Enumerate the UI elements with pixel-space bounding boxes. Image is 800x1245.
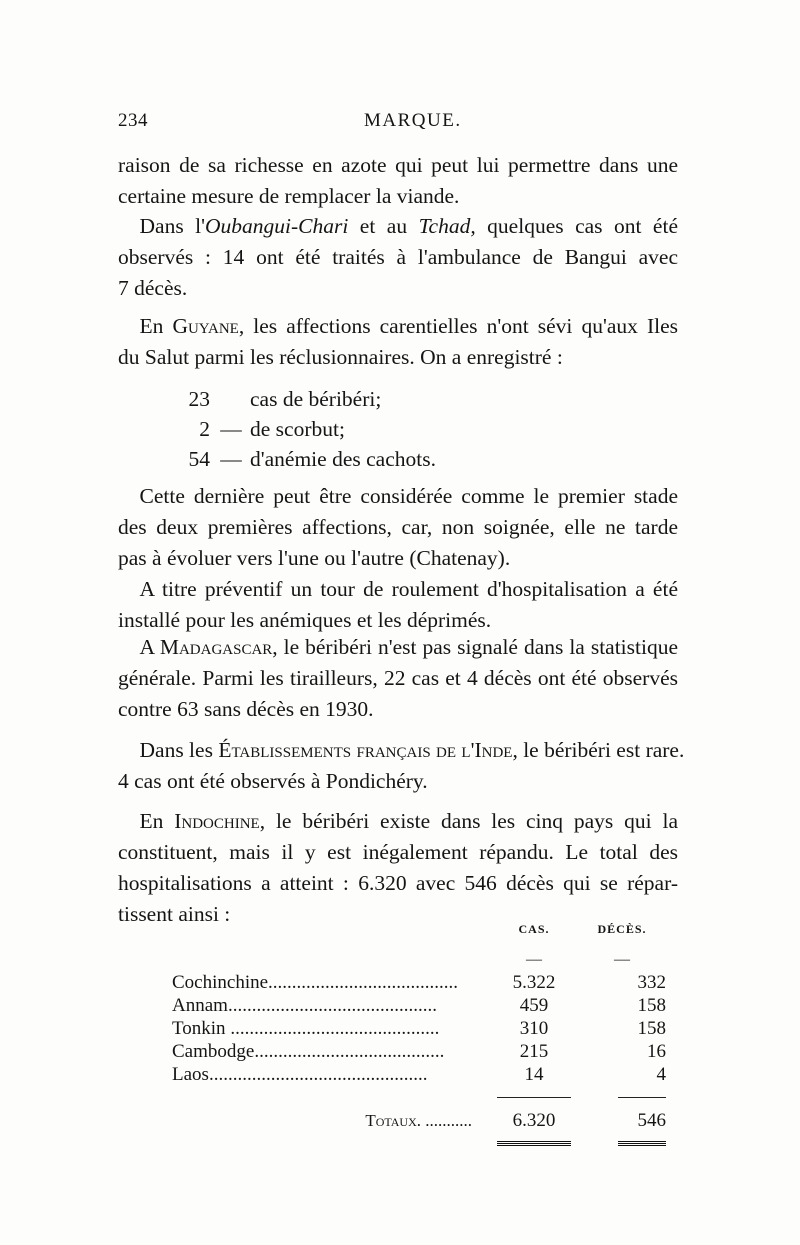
text-line: hospitalisations a atteint : 6.320 avec 546 décès qui se répar- [118, 871, 678, 895]
table-header-dash-row: — — [526, 951, 630, 968]
table-row [172, 971, 670, 994]
row-label: Annam [172, 995, 228, 1016]
cell-deces: 332 [637, 972, 666, 993]
cell-cas: 215 [519, 1041, 549, 1062]
table-row [172, 1063, 670, 1086]
total-deces: 546 [637, 1110, 666, 1131]
cell-deces: 158 [637, 995, 666, 1016]
cell-deces: 158 [637, 1018, 666, 1039]
place-guyane: Guyane [172, 314, 239, 338]
list-item: 23 cas de béribéri; [188, 387, 382, 411]
running-title: MARQUE. [364, 110, 462, 131]
place-indochine: Indochine [174, 809, 260, 833]
paragraph-madagascar [118, 632, 678, 725]
paragraph-oubangui [118, 211, 678, 304]
paragraph-guyane [118, 311, 678, 373]
row-label: Cochinchine [172, 972, 269, 993]
table-total-row [172, 1109, 670, 1132]
leader-dots: ............................................ [227, 995, 437, 1016]
text-line: A titre préventif un tour de roulement d'hospitalisation a été [139, 577, 678, 601]
text-line: 7 décès. [118, 276, 188, 300]
guyane-case-list [180, 384, 436, 474]
text-line: En Indochine, le béribéri existe dans les cinq pays qui la [139, 809, 678, 833]
column-header-cas: CAS. [518, 922, 550, 936]
page-number: 234 [118, 110, 148, 131]
text-line: installé pour les anémiques et les déprimés. [118, 608, 492, 632]
column-header-deces: DÉCÈS. [597, 922, 647, 936]
text-line: 4 cas ont été observés à Pondichéry. [118, 769, 428, 793]
sum-rule [497, 1097, 571, 1098]
leader-dots: . ........... [416, 1111, 472, 1130]
page-header [118, 110, 678, 140]
row-label: Tonkin [172, 1018, 226, 1039]
paragraph-chatenay [118, 481, 678, 636]
place-inde: Établissements français de l'Inde [218, 738, 513, 762]
leader-dots: ........................................ [268, 972, 459, 993]
table-row [172, 1017, 670, 1040]
text-line: Dans l'Oubangui-Chari et au Tchad, quelques cas ont été [139, 214, 678, 238]
place-madagascar: Madagascar [159, 635, 273, 659]
leader-dots: ........................................ [254, 1041, 445, 1062]
text-line: A Madagascar, le béribéri n'est pas signalé dans la statistique [139, 635, 679, 659]
text-line: tissent ainsi : [118, 902, 231, 926]
table-header-row [172, 918, 670, 948]
list-item: 2 — de scorbut; [199, 417, 345, 441]
total-label: Totaux [365, 1111, 417, 1130]
text-line: Dans les Établissements français de l'Inde, le béribéri est rare. [139, 738, 685, 762]
indochine-statistics-table [172, 918, 670, 1155]
cell-cas: 310 [519, 1018, 549, 1039]
paragraph-inde [118, 735, 685, 797]
cell-cas: 5.322 [512, 972, 556, 993]
text-line: Cette dernière peut être considérée comme le premier stade [139, 484, 678, 508]
text-line: raison de sa richesse en azote qui peut lui permettre dans une [118, 153, 678, 177]
text-line: des deux premières affections, car, non soignée, elle ne tarde [118, 515, 678, 539]
double-rule-row [172, 1132, 670, 1155]
place-oubangui-chari: Oubangui-Chari [205, 214, 349, 238]
text-line: En Guyane, les affections carentielles n'ont sévi qu'aux Iles [139, 314, 678, 338]
cell-cas: 459 [519, 995, 549, 1016]
text-line: contre 63 sans décès en 1930. [118, 697, 374, 721]
cell-cas: 14 [524, 1064, 544, 1085]
double-rule [497, 1141, 571, 1146]
list-item: 54 — d'anémie des cachots. [188, 447, 436, 471]
sum-rule-row [172, 1086, 670, 1109]
table-row [172, 1040, 670, 1063]
sum-rule [618, 1097, 666, 1098]
place-tchad: Tchad, [418, 214, 476, 238]
cell-deces: 4 [656, 1064, 666, 1085]
table-row [172, 994, 670, 1017]
text-line: observés : 14 ont été traités à l'ambulance de Bangui avec [118, 245, 678, 269]
leader-dots: .............................................. [208, 1064, 428, 1085]
row-label: Laos [172, 1064, 209, 1085]
total-cas: 6.320 [512, 1110, 556, 1131]
text-line: du Salut parmi les réclusionnaires. On a enregistré : [118, 345, 563, 369]
paragraph-indochine [118, 806, 678, 930]
paragraph-continuation [118, 150, 678, 212]
double-rule [618, 1141, 666, 1146]
text-line: générale. Parmi les tirailleurs, 22 cas et 4 décès ont été observés [118, 666, 678, 690]
row-label: Cambodge [172, 1041, 255, 1062]
text-line: pas à évoluer vers l'une ou l'autre (Chatenay). [118, 546, 511, 570]
cell-deces: 16 [647, 1041, 666, 1062]
text-line: certaine mesure de remplacer la viande. [118, 184, 460, 208]
text-line: constituent, mais il y est inégalement répandu. Le total des [118, 840, 678, 864]
leader-dots: ............................................ [225, 1018, 440, 1039]
